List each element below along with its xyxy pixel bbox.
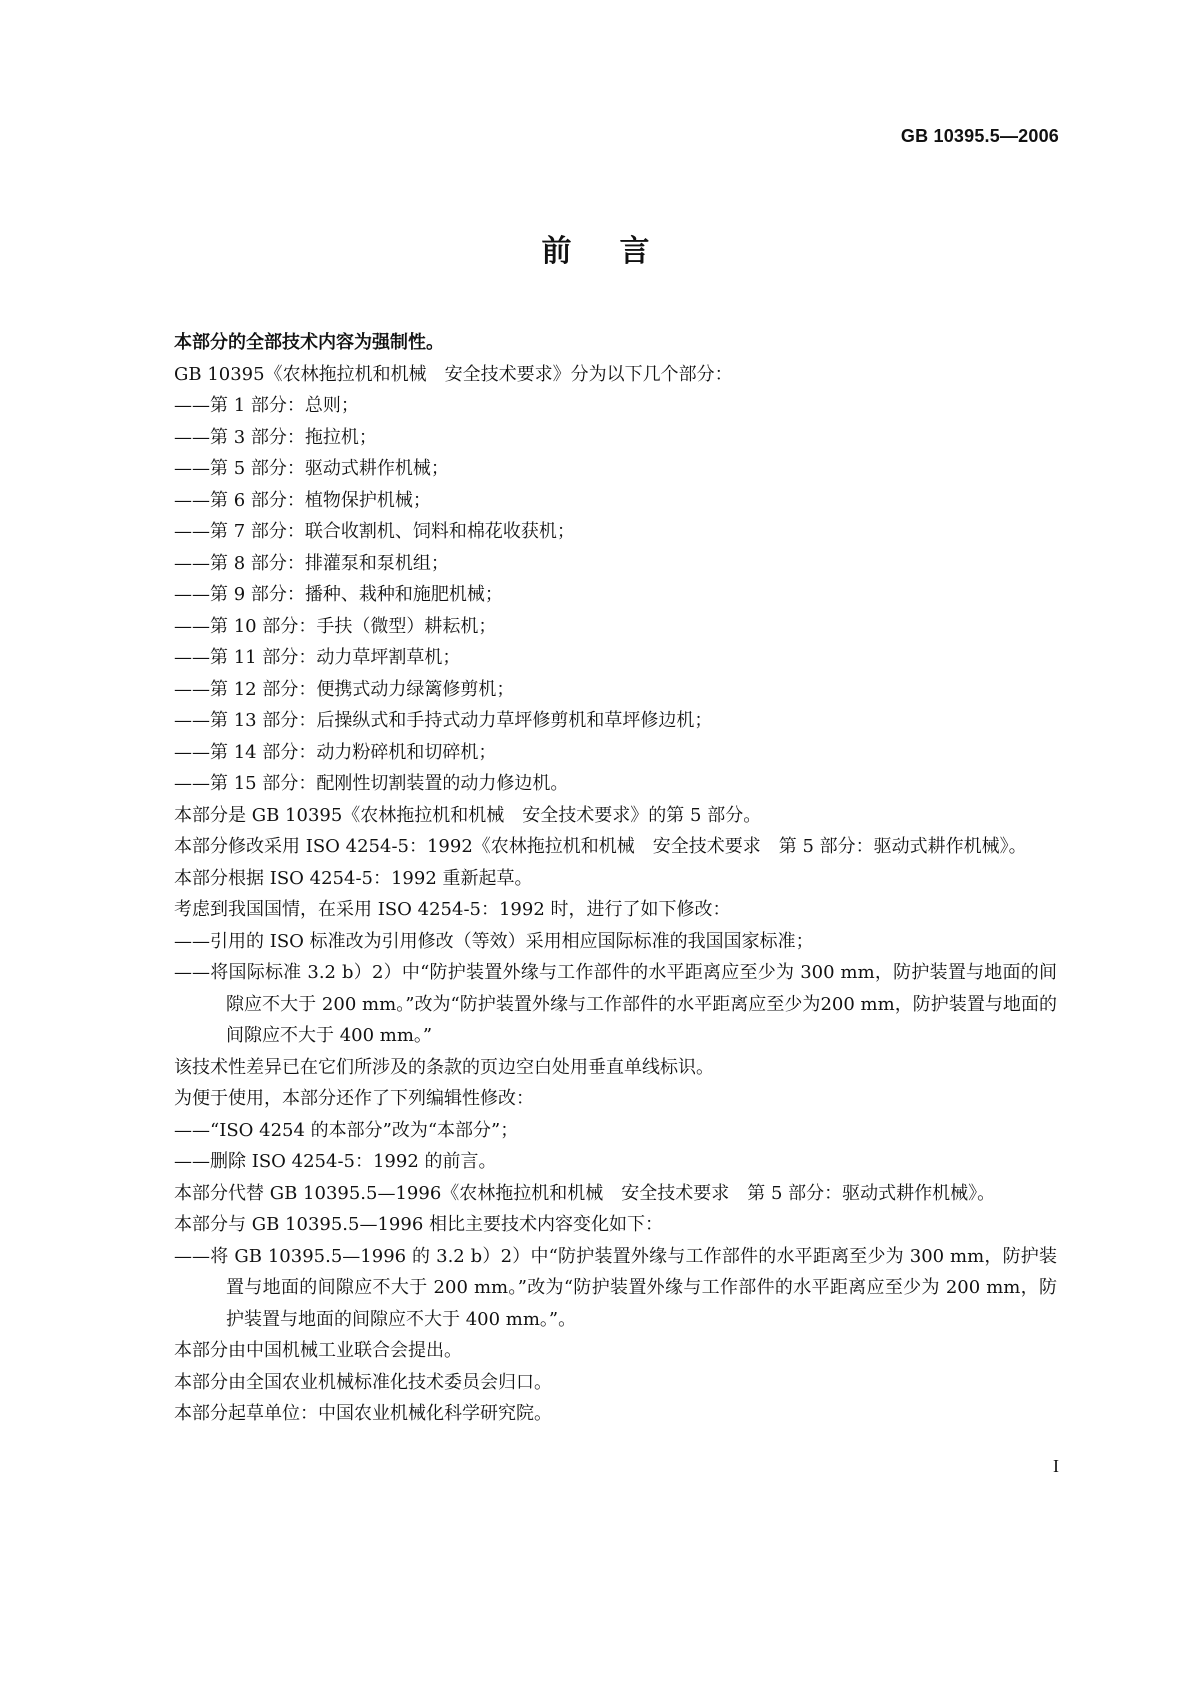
committee-statement: 本部分由全国农业机械标准化技术委员会归口。 — [174, 1371, 552, 1393]
document-number: GB 10395.5—2006 — [900, 126, 1059, 146]
change-item: ——将 GB 10395.5—1996 的 3.2 b）2）中“防护装置外缘与工作部件的水平距离至少为 300 mm，防护装置与地面的间隙应不大于 200 mm。”改为“防护装置外缘与工作部件的水平距离应至少为 200 mm，防护装置与地面的间隙应不大于 400 mm。”。 — [174, 1245, 1057, 1330]
part-list-item: ——第 6 部分：植物保护机械； — [174, 489, 431, 511]
part-list-item: ——第 1 部分：总则； — [174, 395, 359, 416]
foreword-body — [132, 327, 1057, 1430]
modification-item: ——将国际标准 3.2 b）2）中“防护装置外缘与工作部件的水平距离应至少为 300 mm，防护装置与地面的间隙应不大于 200 mm。”改为“防护装置外缘与工作部件的水平距离应至少为200 mm，防护装置与地面的间隙应不大于 400 mm。” — [174, 962, 1057, 1046]
mandatory-statement: 本部分的全部技术内容为强制性。 — [174, 332, 444, 353]
drafting-unit-statement: 本部分起草单位：中国农业机械化科学研究院。 — [174, 1403, 552, 1424]
adoption-statement: 本部分修改采用 ISO 4254-5：1992《农林拖拉机和机械 安全技术要求 第 5 部分：驱动式耕作机械》。 — [174, 836, 1027, 857]
part-list-item: ——第 14 部分：动力粉碎机和切碎机； — [174, 741, 497, 763]
part-list-item: ——第 13 部分：后操纵式和手持式动力草坪修剪机和草坪修边机； — [174, 710, 713, 731]
margin-marking-note: 该技术性差异已在它们所涉及的条款的页边空白处用垂直单线标识。 — [174, 1056, 714, 1078]
proposer-statement: 本部分由中国机械工业联合会提出。 — [174, 1340, 462, 1361]
part-statement: 本部分是 GB 10395《农林拖拉机和机械 安全技术要求》的第 5 部分。 — [174, 804, 762, 826]
editorial-changes-intro: 为便于使用，本部分还作了下列编辑性修改： — [174, 1088, 534, 1109]
part-list-item: ——第 5 部分：驱动式耕作机械； — [174, 458, 449, 479]
part-list-item: ——第 7 部分：联合收割机、饲料和棉花收获机； — [174, 521, 575, 542]
drafting-basis: 本部分根据 ISO 4254-5：1992 重新起草。 — [174, 867, 533, 889]
page-number: I — [1053, 1456, 1059, 1476]
part-list-item: ——第 15 部分：配刚性切割装置的动力修边机。 — [174, 773, 569, 794]
modification-item: ——引用的 ISO 标准改为引用修改（等效）采用相应国际标准的我国国家标准； — [174, 930, 814, 952]
parts-intro: GB 10395《农林拖拉机和机械 安全技术要求》分为以下几个部分： — [174, 363, 733, 385]
editorial-change-item: ——“ISO 4254 的本部分”改为“本部分”； — [174, 1119, 519, 1141]
modifications-intro: 考虑到我国国情，在采用 ISO 4254-5：1992 时，进行了如下修改： — [174, 899, 731, 920]
part-list-item: ——第 3 部分：拖拉机； — [174, 426, 377, 448]
part-list-item: ——第 10 部分：手扶（微型）耕耘机； — [174, 615, 497, 637]
section-title-foreword: 前言 — [541, 234, 698, 269]
part-list-item: ——第 11 部分：动力草坪割草机； — [174, 647, 461, 668]
part-list-item: ——第 9 部分：播种、栽种和施肥机械； — [174, 584, 503, 605]
part-list-item: ——第 12 部分：便携式动力绿篱修剪机； — [174, 678, 515, 700]
supersedes-statement: 本部分代替 GB 10395.5—1996《农林拖拉机和机械 安全技术要求 第 5 部分：驱动式耕作机械》。 — [174, 1182, 996, 1204]
changes-intro: 本部分与 GB 10395.5—1996 相比主要技术内容变化如下： — [174, 1214, 664, 1235]
editorial-change-item: ——删除 ISO 4254-5：1992 的前言。 — [174, 1151, 497, 1172]
part-list-item: ——第 8 部分：排灌泵和泵机组； — [174, 552, 449, 574]
